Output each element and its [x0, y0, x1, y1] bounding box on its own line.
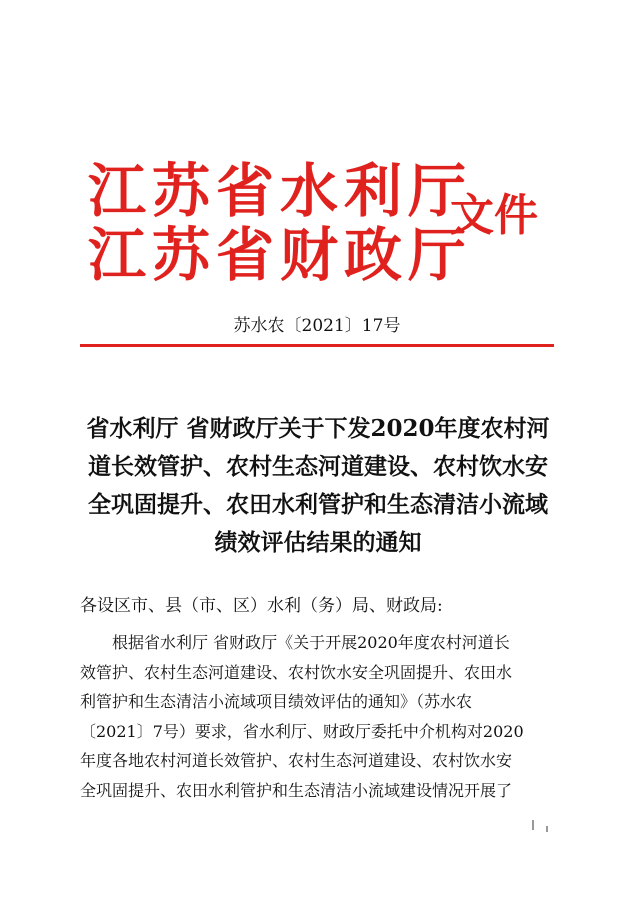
title-line: 省水利厅 省财政厅关于下发2020年度农村河 [86, 415, 550, 442]
title-line: 全巩固提升、农田水利管护和生态清洁小流域 [88, 491, 548, 518]
salutation: 各设区市、县（市、区）水利（务）局、财政局: [80, 596, 443, 616]
scan-speck [532, 820, 534, 830]
body-line: 〔2021〕7号）要求，省水利厅、财政厅委托中介机构对2020 [80, 721, 524, 741]
body-paragraph [80, 628, 560, 805]
body-line: 全巩固提升、农田水利管护和生态清洁小流域建设情况开展了 [80, 780, 513, 800]
masthead-issuer-1: 江苏省水利厅 [88, 157, 473, 225]
document-title [78, 410, 558, 562]
document-number: 苏水农〔2021〕17号 [233, 316, 401, 336]
red-divider [80, 344, 554, 347]
body-line: 根据省水利厅 省财政厅《关于开展2020年度农村河道长 [112, 633, 510, 652]
scan-speck [546, 826, 548, 832]
body-line: 年度各地农村河道长效管护、农村生态河道建设、农村饮水安 [80, 751, 513, 770]
masthead-issuer-2: 江苏省财政厅 [88, 221, 473, 289]
title-line: 道长效管护、农村生态河道建设、农村饮水安 [88, 453, 548, 480]
body-line: 效管护、农村生态河道建设、农村饮水安全巩固提升、农田水 [80, 662, 513, 682]
title-line: 绩效评估结果的通知 [214, 529, 422, 556]
masthead [88, 157, 548, 290]
body-line: 利管护和生态清洁小流域项目绩效评估的通知》（苏水农 [80, 692, 473, 711]
masthead-suffix: 文件 [450, 190, 538, 241]
